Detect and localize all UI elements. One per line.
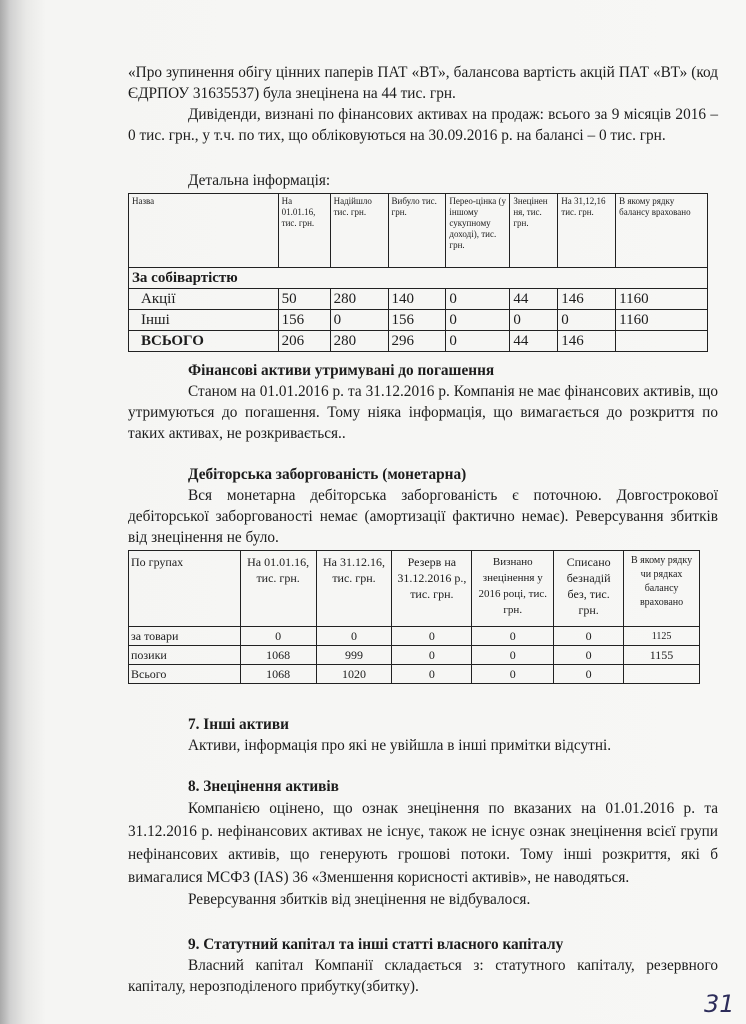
column-header: Списано безнадій без, тис. грн. xyxy=(554,551,624,627)
binding-edge xyxy=(0,0,34,1024)
table-cell: 0 xyxy=(330,310,388,331)
table-cell: 0 xyxy=(446,331,510,352)
table-cell: 0 xyxy=(446,289,510,310)
table-cell: за товари xyxy=(129,627,241,646)
table-cell: 0 xyxy=(554,627,624,646)
intro-paragraph-1: «Про зупинення обігу цінних паперів ПАТ «ВТ», балансова вартість акцій ПАТ «ВТ» (код ЄДРПОУ 31635537) була знецінена на 44 тис. грн. xyxy=(128,64,718,102)
section-9-text: Власний капітал Компанії складається з: статутного капіталу, резервного капіталу, нерозподіленого прибутку(збитку). xyxy=(128,957,718,995)
table-section-row xyxy=(129,268,708,289)
table-total-row xyxy=(129,331,708,352)
column-header: На 31,12,16 тис. грн. xyxy=(558,194,616,268)
table-row xyxy=(129,289,708,310)
section-9-heading: 9. Статутний капітал та інші статті власного капіталу xyxy=(188,936,564,953)
section-8-text-2: Реверсування збитків від знецінення не відбувалося. xyxy=(188,891,531,908)
table-cell: 146 xyxy=(558,289,616,310)
table-cell: 44 xyxy=(510,289,558,310)
detail-label: Детальна інформація: xyxy=(188,172,331,189)
table-cell: ВСЬОГО xyxy=(129,331,279,352)
page-number: 31 xyxy=(704,990,735,1018)
table-row xyxy=(129,310,708,331)
table-cell: 0 xyxy=(472,646,554,665)
section-8-heading: 8. Знецінення активів xyxy=(188,778,339,795)
table-cell: 0 xyxy=(472,627,554,646)
document-body xyxy=(128,62,718,997)
table-row xyxy=(129,627,700,646)
table-cell: 146 xyxy=(558,331,616,352)
column-header: По групах xyxy=(129,551,241,627)
table-cell: 50 xyxy=(278,289,330,310)
column-header: Назва xyxy=(129,194,279,268)
table-cell: 1020 xyxy=(316,665,392,684)
table-cell: 0 xyxy=(392,646,472,665)
table-total-row xyxy=(129,665,700,684)
table-cell: 0 xyxy=(316,627,392,646)
table-cell: 296 xyxy=(388,331,446,352)
table-cell: 280 xyxy=(330,331,388,352)
table-cell: 0 xyxy=(554,646,624,665)
table-cell xyxy=(624,665,700,684)
table-cell: 0 xyxy=(392,665,472,684)
column-header: Перео-цінка (у іншому сукупному доході), тис. грн. xyxy=(446,194,510,268)
table-cell: Акції xyxy=(129,289,279,310)
table-cell: 1068 xyxy=(240,646,316,665)
table-cell: 1125 xyxy=(624,627,700,646)
table-row xyxy=(129,646,700,665)
section-8-text: Компанією оцінено, що ознак знецінення по вказаних на 01.01.2016 р. та 31.12.2016 р. нефінансових активах не існує, також не існує ознак знецінення всієї групи нефінансових активів, що генерують грошові потоки. Тому інші розкриття, які б вимагалися МСФЗ (IAS) 36 «Зменшення корисності активів», не наводяться. xyxy=(128,800,718,886)
column-header: На 01.01.16, тис. грн. xyxy=(240,551,316,627)
table-cell: 0 xyxy=(558,310,616,331)
table-cell: позики xyxy=(129,646,241,665)
column-header: На 31.12.16, тис. грн. xyxy=(316,551,392,627)
column-header: Визнано знецінення у 2016 році, тис. грн. xyxy=(472,551,554,627)
column-header: Резерв на 31.12.2016 р., тис. грн. xyxy=(392,551,472,627)
column-header: Вибуло тис. грн. xyxy=(388,194,446,268)
table-cell: 1160 xyxy=(616,310,708,331)
table-cell: 280 xyxy=(330,289,388,310)
table-cell: 156 xyxy=(388,310,446,331)
receivables-table xyxy=(128,550,700,684)
section-label: За собівартістю xyxy=(129,268,708,289)
table-cell: 44 xyxy=(510,331,558,352)
table-cell xyxy=(616,331,708,352)
table-cell: Всього xyxy=(129,665,241,684)
section-7-heading: 7. Інші активи xyxy=(188,716,289,733)
table-cell: 1068 xyxy=(240,665,316,684)
column-header: В якому рядку чи рядках балансу враховано xyxy=(624,551,700,627)
column-header: Надійшло тис. грн. xyxy=(330,194,388,268)
column-header: В якому рядку балансу враховано xyxy=(616,194,708,268)
held-to-maturity-text: Станом на 01.01.2016 р. та 31.12.2016 р. Компанія не має фінансових активів, що утримуються до погашення. Тому ніяка інформація, що вимагається до розкриття по таких активах, не розкривається.. xyxy=(128,383,718,442)
column-header: Знецінен ня, тис. грн. xyxy=(510,194,558,268)
table-cell: 1155 xyxy=(624,646,700,665)
investments-table xyxy=(128,193,708,352)
section-7-text: Активи, інформація про які не увійшла в інші примітки відсутні. xyxy=(188,737,612,754)
table-cell: 0 xyxy=(554,665,624,684)
table-cell: 0 xyxy=(240,627,316,646)
table-cell: 140 xyxy=(388,289,446,310)
table-cell: 206 xyxy=(278,331,330,352)
table-cell: 0 xyxy=(446,310,510,331)
table-cell: 0 xyxy=(392,627,472,646)
table-cell: 0 xyxy=(510,310,558,331)
table-cell: 0 xyxy=(472,665,554,684)
held-to-maturity-heading: Фінансові активи утримувані до погашення xyxy=(188,362,495,379)
receivables-heading: Дебіторська заборгованість (монетарна) xyxy=(188,466,467,483)
column-header: На 01.01.16, тис. грн. xyxy=(278,194,330,268)
table-cell: Інші xyxy=(129,310,279,331)
table-cell: 156 xyxy=(278,310,330,331)
table-header-row xyxy=(129,551,700,627)
intro-paragraph-2: Дивіденди, визнані по фінансових активах на продаж: всього за 9 місяців 2016 – 0 тис. грн., у т.ч. по тих, що обліковуються на 30.09.2016 р. на балансі – 0 тис. грн. xyxy=(128,106,718,144)
receivables-text: Вся монетарна дебіторська заборгованість є поточною. Довгострокової дебіторської заборгованості немає (амортизації фактично немає). Реверсування збитків від знецінення не було. xyxy=(128,487,718,546)
table-cell: 999 xyxy=(316,646,392,665)
table-cell: 1160 xyxy=(616,289,708,310)
table-header-row xyxy=(129,194,708,268)
